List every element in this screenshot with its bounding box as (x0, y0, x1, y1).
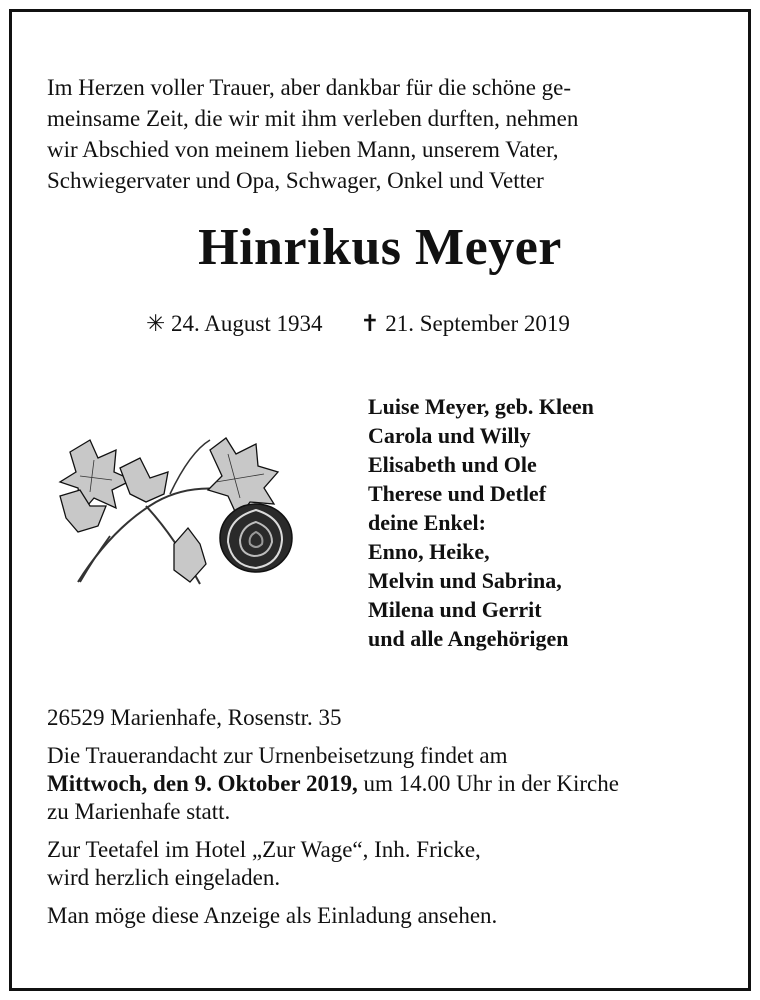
closing-section (47, 704, 727, 930)
service-announcement (47, 742, 727, 826)
intro-line: Schwiegervater und Opa, Schwager, Onkel und Vetter (47, 168, 544, 193)
service-date: Mittwoch, den 9. Oktober 2019, (47, 771, 358, 796)
service-intro: Die Trauerandacht zur Urnenbeisetzung findet am (47, 743, 508, 768)
mourner-line: und alle Angehörigen (368, 626, 569, 651)
mourner-line: Melvin und Sabrina, (368, 568, 562, 593)
mourner-line: Therese und Detlef (368, 481, 547, 506)
mourners-list (368, 392, 594, 653)
life-dates (146, 311, 570, 337)
deceased-name: Hinrikus Meyer (198, 219, 562, 276)
closing-note: Man möge diese Anzeige als Einladung ansehen. (47, 903, 498, 928)
mourner-line: Carola und Willy (368, 423, 531, 448)
service-time: um 14.00 Uhr in der Kirche (357, 771, 619, 796)
intro-line: Im Herzen voller Trauer, aber dankbar für die schöne ge- (47, 75, 572, 100)
tea-line: Zur Teetafel im Hotel „Zur Wage“, Inh. Fricke, (47, 837, 481, 862)
death-cross-icon: ✝ (360, 311, 380, 336)
service-place: zu Marienhafe statt. (47, 799, 231, 824)
mourner-line: Luise Meyer, geb. Kleen (368, 394, 594, 419)
intro-text (47, 72, 721, 196)
tea-line: wird herzlich eingeladen. (47, 865, 281, 890)
birth-date: 24. August 1934 (171, 311, 323, 336)
rose-with-ivy-leaves-icon (50, 432, 300, 602)
tea-invitation (47, 836, 727, 892)
address: 26529 Marienhafe, Rosenstr. 35 (47, 705, 342, 730)
mourner-line: Elisabeth und Ole (368, 452, 537, 477)
mourner-line: Enno, Heike, (368, 539, 490, 564)
mourner-line: deine Enkel: (368, 510, 486, 535)
mourner-line: Milena und Gerrit (368, 597, 542, 622)
intro-line: wir Abschied von meinem lieben Mann, unserem Vater, (47, 137, 559, 162)
intro-line: meinsame Zeit, die wir mit ihm verleben durften, nehmen (47, 106, 579, 131)
death-date: 21. September 2019 (385, 311, 570, 336)
birth-star-icon: ✳ (146, 311, 166, 336)
